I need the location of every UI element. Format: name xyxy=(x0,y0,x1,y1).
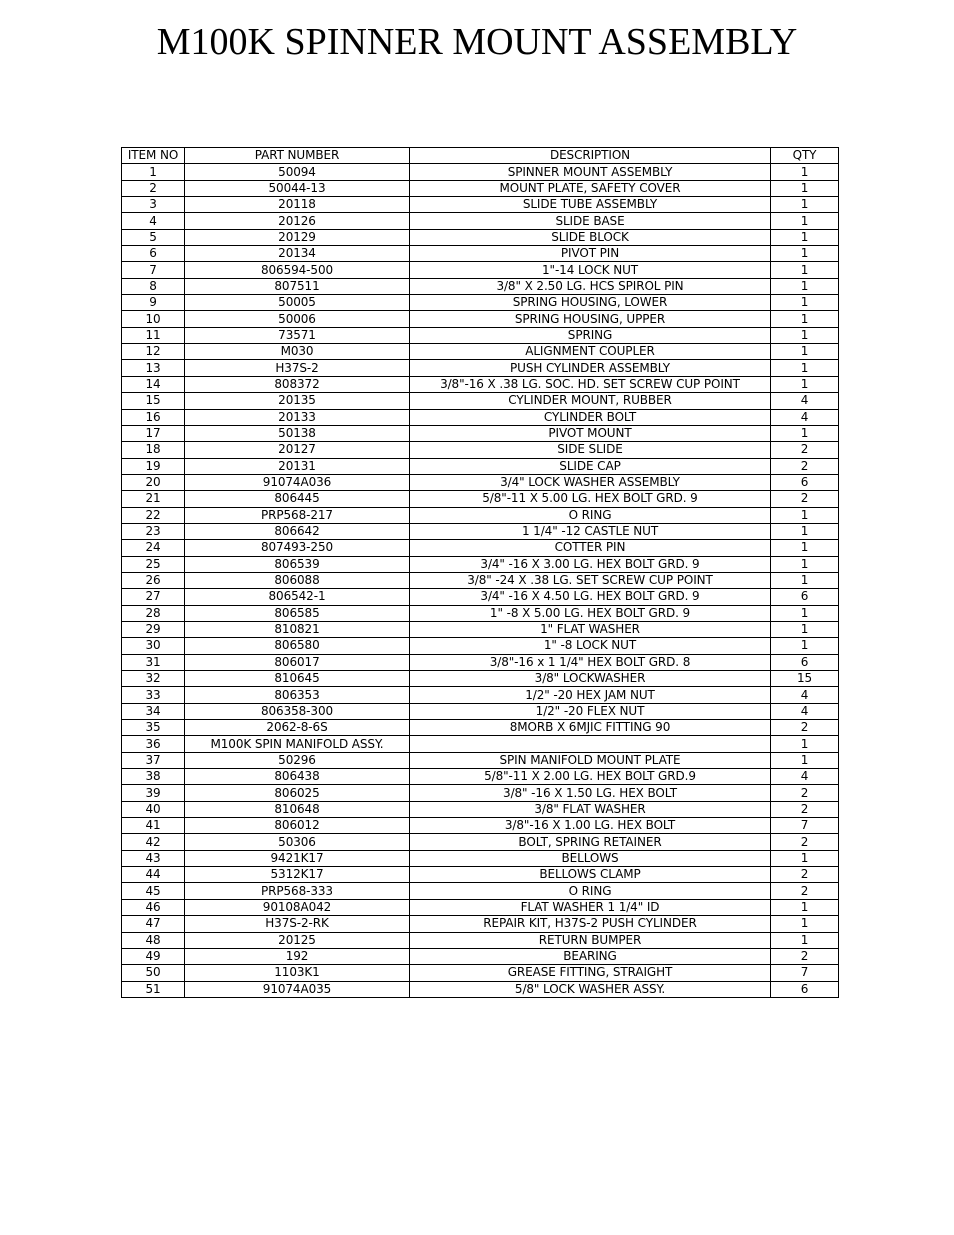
qty-cell: 1 xyxy=(771,197,839,213)
qty-cell: 2 xyxy=(771,785,839,801)
part-number-cell: 50094 xyxy=(185,164,410,180)
item-no-cell: 9 xyxy=(122,295,185,311)
description-cell: SLIDE BASE xyxy=(410,213,771,229)
description-cell: 3/8" -24 X .38 LG. SET SCREW CUP POINT xyxy=(410,572,771,588)
qty-cell: 1 xyxy=(771,213,839,229)
part-number-cell: 1103K1 xyxy=(185,965,410,981)
item-no-cell: 42 xyxy=(122,834,185,850)
table-row xyxy=(122,295,839,311)
table-row xyxy=(122,180,839,196)
item-no-cell: 23 xyxy=(122,523,185,539)
table-header-row xyxy=(122,148,839,164)
table-row xyxy=(122,965,839,981)
description-cell: RETURN BUMPER xyxy=(410,932,771,948)
qty-cell: 1 xyxy=(771,621,839,637)
table-row xyxy=(122,605,839,621)
part-number-cell: PRP568-217 xyxy=(185,507,410,523)
item-no-cell: 5 xyxy=(122,229,185,245)
description-cell: SPINNER MOUNT ASSEMBLY xyxy=(410,164,771,180)
qty-cell: 4 xyxy=(771,769,839,785)
description-cell: 3/4" -16 X 3.00 LG. HEX BOLT GRD. 9 xyxy=(410,556,771,572)
description-cell: 1" FLAT WASHER xyxy=(410,621,771,637)
item-no-cell: 8 xyxy=(122,278,185,294)
item-no-cell: 21 xyxy=(122,491,185,507)
item-no-cell: 31 xyxy=(122,654,185,670)
table-row xyxy=(122,850,839,866)
qty-cell: 2 xyxy=(771,948,839,964)
qty-cell: 2 xyxy=(771,867,839,883)
part-number-cell: 806539 xyxy=(185,556,410,572)
item-no-cell: 17 xyxy=(122,425,185,441)
item-no-cell: 43 xyxy=(122,850,185,866)
part-number-cell: 20118 xyxy=(185,197,410,213)
qty-cell: 1 xyxy=(771,752,839,768)
item-no-cell: 51 xyxy=(122,981,185,997)
description-cell: SPRING HOUSING, UPPER xyxy=(410,311,771,327)
item-no-cell: 46 xyxy=(122,899,185,915)
description-cell: 1"-14 LOCK NUT xyxy=(410,262,771,278)
item-no-cell: 39 xyxy=(122,785,185,801)
part-number-cell: 192 xyxy=(185,948,410,964)
item-no-cell: 19 xyxy=(122,458,185,474)
item-no-cell: 3 xyxy=(122,197,185,213)
table-row xyxy=(122,638,839,654)
qty-cell: 1 xyxy=(771,360,839,376)
part-number-cell: 806642 xyxy=(185,523,410,539)
item-no-cell: 44 xyxy=(122,867,185,883)
description-cell: PIVOT PIN xyxy=(410,246,771,262)
description-cell: SLIDE BLOCK xyxy=(410,229,771,245)
qty-cell: 4 xyxy=(771,409,839,425)
description-cell: 3/8"-16 X 1.00 LG. HEX BOLT xyxy=(410,818,771,834)
description-cell: SPRING HOUSING, LOWER xyxy=(410,295,771,311)
table-row xyxy=(122,867,839,883)
table-row xyxy=(122,523,839,539)
qty-cell: 2 xyxy=(771,442,839,458)
description-cell: 3/8" FLAT WASHER xyxy=(410,801,771,817)
qty-cell: 1 xyxy=(771,229,839,245)
qty-cell: 2 xyxy=(771,458,839,474)
part-number-cell: 806017 xyxy=(185,654,410,670)
description-cell: 1/2" -20 HEX JAM NUT xyxy=(410,687,771,703)
qty-cell: 6 xyxy=(771,654,839,670)
description-cell: 3/8"-16 x 1 1/4" HEX BOLT GRD. 8 xyxy=(410,654,771,670)
description-cell: PIVOT MOUNT xyxy=(410,425,771,441)
item-no-cell: 49 xyxy=(122,948,185,964)
part-number-cell: H37S-2-RK xyxy=(185,916,410,932)
item-no-cell: 30 xyxy=(122,638,185,654)
qty-cell: 1 xyxy=(771,523,839,539)
part-number-cell: 806353 xyxy=(185,687,410,703)
part-number-cell: 91074A036 xyxy=(185,474,410,490)
header-part-number: PART NUMBER xyxy=(185,148,410,164)
part-number-cell: 806438 xyxy=(185,769,410,785)
table-row xyxy=(122,785,839,801)
description-cell: 3/8"-16 X .38 LG. SOC. HD. SET SCREW CUP POINT xyxy=(410,376,771,392)
item-no-cell: 14 xyxy=(122,376,185,392)
qty-cell: 1 xyxy=(771,638,839,654)
description-cell: 3/8" X 2.50 LG. HCS SPIROL PIN xyxy=(410,278,771,294)
table-row xyxy=(122,197,839,213)
table-row xyxy=(122,654,839,670)
part-number-cell: 50006 xyxy=(185,311,410,327)
part-number-cell: 806358-300 xyxy=(185,703,410,719)
table-row xyxy=(122,981,839,997)
description-cell: FLAT WASHER 1 1/4" ID xyxy=(410,899,771,915)
part-number-cell: 50296 xyxy=(185,752,410,768)
description-cell: SLIDE CAP xyxy=(410,458,771,474)
qty-cell: 1 xyxy=(771,736,839,752)
table-row xyxy=(122,393,839,409)
table-row xyxy=(122,720,839,736)
table-row xyxy=(122,703,839,719)
description-cell: 3/4" LOCK WASHER ASSEMBLY xyxy=(410,474,771,490)
table-row xyxy=(122,376,839,392)
table-row xyxy=(122,425,839,441)
parts-table-body xyxy=(122,164,839,998)
part-number-cell: 806585 xyxy=(185,605,410,621)
item-no-cell: 11 xyxy=(122,327,185,343)
header-item-no: ITEM NO xyxy=(122,148,185,164)
description-cell: CYLINDER BOLT xyxy=(410,409,771,425)
table-row xyxy=(122,883,839,899)
part-number-cell: 91074A035 xyxy=(185,981,410,997)
part-number-cell: 20131 xyxy=(185,458,410,474)
description-cell: ALIGNMENT COUPLER xyxy=(410,344,771,360)
part-number-cell: 20127 xyxy=(185,442,410,458)
part-number-cell: 50138 xyxy=(185,425,410,441)
item-no-cell: 40 xyxy=(122,801,185,817)
table-row xyxy=(122,736,839,752)
part-number-cell: 73571 xyxy=(185,327,410,343)
header-description: DESCRIPTION xyxy=(410,148,771,164)
header-qty: QTY xyxy=(771,148,839,164)
table-row xyxy=(122,327,839,343)
part-number-cell: 20133 xyxy=(185,409,410,425)
part-number-cell: 50306 xyxy=(185,834,410,850)
description-cell: 3/4" -16 X 4.50 LG. HEX BOLT GRD. 9 xyxy=(410,589,771,605)
table-row xyxy=(122,769,839,785)
table-row xyxy=(122,818,839,834)
description-cell: SLIDE TUBE ASSEMBLY xyxy=(410,197,771,213)
qty-cell: 2 xyxy=(771,834,839,850)
table-row xyxy=(122,671,839,687)
item-no-cell: 28 xyxy=(122,605,185,621)
description-cell: 1 1/4" -12 CASTLE NUT xyxy=(410,523,771,539)
part-number-cell: 90108A042 xyxy=(185,899,410,915)
table-row xyxy=(122,246,839,262)
table-row xyxy=(122,278,839,294)
qty-cell: 1 xyxy=(771,425,839,441)
part-number-cell: 5312K17 xyxy=(185,867,410,883)
qty-cell: 6 xyxy=(771,981,839,997)
part-number-cell: 50044-13 xyxy=(185,180,410,196)
description-cell: MOUNT PLATE, SAFETY COVER xyxy=(410,180,771,196)
table-row xyxy=(122,164,839,180)
description-cell: SPRING xyxy=(410,327,771,343)
table-row xyxy=(122,948,839,964)
table-row xyxy=(122,752,839,768)
part-number-cell: 806025 xyxy=(185,785,410,801)
item-no-cell: 47 xyxy=(122,916,185,932)
table-row xyxy=(122,801,839,817)
description-cell: 5/8" LOCK WASHER ASSY. xyxy=(410,981,771,997)
item-no-cell: 16 xyxy=(122,409,185,425)
description-cell: O RING xyxy=(410,507,771,523)
qty-cell: 1 xyxy=(771,850,839,866)
qty-cell: 1 xyxy=(771,327,839,343)
qty-cell: 1 xyxy=(771,932,839,948)
part-number-cell: 810645 xyxy=(185,671,410,687)
description-cell: 1" -8 LOCK NUT xyxy=(410,638,771,654)
item-no-cell: 2 xyxy=(122,180,185,196)
qty-cell: 4 xyxy=(771,687,839,703)
item-no-cell: 12 xyxy=(122,344,185,360)
description-cell: 8MORB X 6MJIC FITTING 90 xyxy=(410,720,771,736)
qty-cell: 1 xyxy=(771,556,839,572)
item-no-cell: 4 xyxy=(122,213,185,229)
qty-cell: 4 xyxy=(771,703,839,719)
item-no-cell: 33 xyxy=(122,687,185,703)
qty-cell: 15 xyxy=(771,671,839,687)
description-cell: BELLOWS CLAMP xyxy=(410,867,771,883)
part-number-cell: 20125 xyxy=(185,932,410,948)
parts-table xyxy=(121,147,839,998)
item-no-cell: 1 xyxy=(122,164,185,180)
part-number-cell: 806088 xyxy=(185,572,410,588)
description-cell: 5/8"-11 X 2.00 LG. HEX BOLT GRD.9 xyxy=(410,769,771,785)
item-no-cell: 37 xyxy=(122,752,185,768)
item-no-cell: 45 xyxy=(122,883,185,899)
table-row xyxy=(122,262,839,278)
description-cell: 3/8" LOCKWASHER xyxy=(410,671,771,687)
part-number-cell: 806445 xyxy=(185,491,410,507)
part-number-cell: 20134 xyxy=(185,246,410,262)
table-row xyxy=(122,899,839,915)
part-number-cell: 806012 xyxy=(185,818,410,834)
qty-cell: 1 xyxy=(771,278,839,294)
part-number-cell: 807493-250 xyxy=(185,540,410,556)
table-row xyxy=(122,311,839,327)
description-cell: BOLT, SPRING RETAINER xyxy=(410,834,771,850)
qty-cell: 7 xyxy=(771,818,839,834)
qty-cell: 1 xyxy=(771,916,839,932)
item-no-cell: 48 xyxy=(122,932,185,948)
part-number-cell: 20129 xyxy=(185,229,410,245)
description-cell: SPIN MANIFOLD MOUNT PLATE xyxy=(410,752,771,768)
part-number-cell: 20126 xyxy=(185,213,410,229)
item-no-cell: 20 xyxy=(122,474,185,490)
description-cell: CYLINDER MOUNT, RUBBER xyxy=(410,393,771,409)
part-number-cell: 810821 xyxy=(185,621,410,637)
item-no-cell: 10 xyxy=(122,311,185,327)
part-number-cell: M030 xyxy=(185,344,410,360)
qty-cell: 1 xyxy=(771,164,839,180)
item-no-cell: 6 xyxy=(122,246,185,262)
table-row xyxy=(122,932,839,948)
table-row xyxy=(122,213,839,229)
table-row xyxy=(122,458,839,474)
qty-cell: 1 xyxy=(771,246,839,262)
part-number-cell: 806594-500 xyxy=(185,262,410,278)
qty-cell: 1 xyxy=(771,376,839,392)
item-no-cell: 18 xyxy=(122,442,185,458)
part-number-cell: 50005 xyxy=(185,295,410,311)
description-cell: 1/2" -20 FLEX NUT xyxy=(410,703,771,719)
description-cell xyxy=(410,736,771,752)
qty-cell: 2 xyxy=(771,883,839,899)
qty-cell: 1 xyxy=(771,605,839,621)
table-row xyxy=(122,507,839,523)
item-no-cell: 41 xyxy=(122,818,185,834)
item-no-cell: 32 xyxy=(122,671,185,687)
item-no-cell: 34 xyxy=(122,703,185,719)
part-number-cell: H37S-2 xyxy=(185,360,410,376)
item-no-cell: 36 xyxy=(122,736,185,752)
description-cell: REPAIR KIT, H37S-2 PUSH CYLINDER xyxy=(410,916,771,932)
qty-cell: 1 xyxy=(771,507,839,523)
table-row xyxy=(122,474,839,490)
item-no-cell: 29 xyxy=(122,621,185,637)
qty-cell: 2 xyxy=(771,491,839,507)
description-cell: 5/8"-11 X 5.00 LG. HEX BOLT GRD. 9 xyxy=(410,491,771,507)
qty-cell: 1 xyxy=(771,540,839,556)
item-no-cell: 25 xyxy=(122,556,185,572)
table-row xyxy=(122,834,839,850)
qty-cell: 2 xyxy=(771,801,839,817)
qty-cell: 1 xyxy=(771,311,839,327)
qty-cell: 1 xyxy=(771,572,839,588)
table-row xyxy=(122,621,839,637)
item-no-cell: 27 xyxy=(122,589,185,605)
table-row xyxy=(122,916,839,932)
qty-cell: 7 xyxy=(771,965,839,981)
qty-cell: 1 xyxy=(771,180,839,196)
qty-cell: 1 xyxy=(771,295,839,311)
item-no-cell: 15 xyxy=(122,393,185,409)
part-number-cell: 20135 xyxy=(185,393,410,409)
part-number-cell: 9421K17 xyxy=(185,850,410,866)
item-no-cell: 24 xyxy=(122,540,185,556)
item-no-cell: 7 xyxy=(122,262,185,278)
description-cell: O RING xyxy=(410,883,771,899)
qty-cell: 4 xyxy=(771,393,839,409)
description-cell: GREASE FITTING, STRAIGHT xyxy=(410,965,771,981)
page-title: M100K SPINNER MOUNT ASSEMBLY xyxy=(156,21,798,63)
part-number-cell: 806580 xyxy=(185,638,410,654)
table-row xyxy=(122,540,839,556)
table-row xyxy=(122,687,839,703)
table-row xyxy=(122,229,839,245)
part-number-cell: 2062-8-6S xyxy=(185,720,410,736)
table-row xyxy=(122,572,839,588)
description-cell: BELLOWS xyxy=(410,850,771,866)
table-row xyxy=(122,360,839,376)
item-no-cell: 50 xyxy=(122,965,185,981)
part-number-cell: 810648 xyxy=(185,801,410,817)
description-cell: PUSH CYLINDER ASSEMBLY xyxy=(410,360,771,376)
qty-cell: 2 xyxy=(771,720,839,736)
description-cell: 1" -8 X 5.00 LG. HEX BOLT GRD. 9 xyxy=(410,605,771,621)
item-no-cell: 38 xyxy=(122,769,185,785)
part-number-cell: 807511 xyxy=(185,278,410,294)
table-row xyxy=(122,589,839,605)
part-number-cell: 806542-1 xyxy=(185,589,410,605)
qty-cell: 1 xyxy=(771,899,839,915)
qty-cell: 6 xyxy=(771,589,839,605)
item-no-cell: 35 xyxy=(122,720,185,736)
description-cell: SIDE SLIDE xyxy=(410,442,771,458)
description-cell: 3/8" -16 X 1.50 LG. HEX BOLT xyxy=(410,785,771,801)
part-number-cell: 808372 xyxy=(185,376,410,392)
description-cell: BEARING xyxy=(410,948,771,964)
table-row xyxy=(122,556,839,572)
description-cell: COTTER PIN xyxy=(410,540,771,556)
qty-cell: 1 xyxy=(771,262,839,278)
table-row xyxy=(122,491,839,507)
table-row xyxy=(122,344,839,360)
table-row xyxy=(122,442,839,458)
item-no-cell: 13 xyxy=(122,360,185,376)
qty-cell: 6 xyxy=(771,474,839,490)
qty-cell: 1 xyxy=(771,344,839,360)
part-number-cell: M100K SPIN MANIFOLD ASSY. xyxy=(185,736,410,752)
item-no-cell: 22 xyxy=(122,507,185,523)
table-row xyxy=(122,409,839,425)
item-no-cell: 26 xyxy=(122,572,185,588)
part-number-cell: PRP568-333 xyxy=(185,883,410,899)
